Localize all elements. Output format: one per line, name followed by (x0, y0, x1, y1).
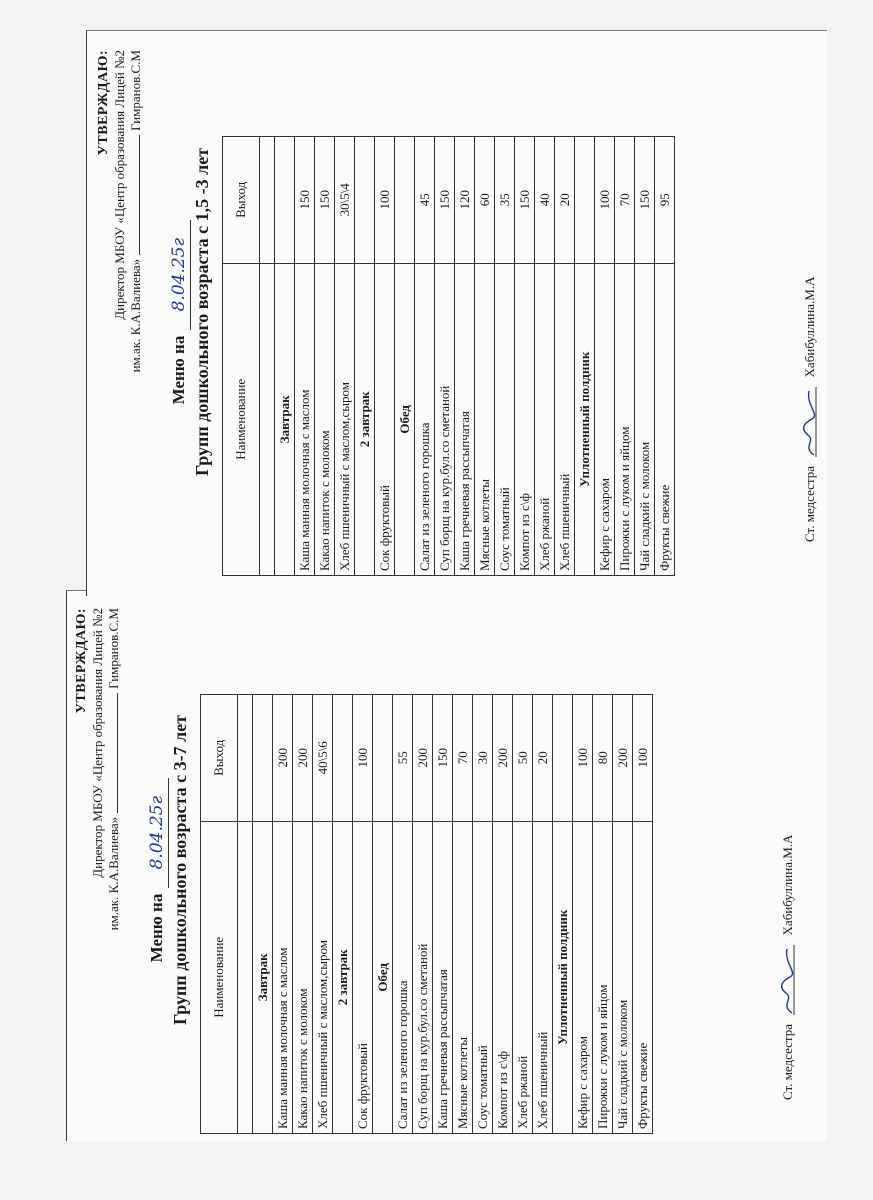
director-line-2: им.ак. К.А.Валиева»Гимранов.С.М (128, 50, 143, 373)
section-row (355, 137, 375, 576)
dish-output: 200 (413, 695, 433, 822)
table-row (573, 695, 593, 1134)
dish-output: 200 (493, 695, 513, 822)
approval-title: УТВЕРЖДАЮ: (96, 50, 111, 156)
menu-title (146, 600, 169, 1140)
dish-output: 150 (433, 695, 453, 822)
section-row (575, 137, 595, 576)
dish-name: Фрукты свежие (655, 263, 675, 575)
dish-name: Кефир с сахаром (573, 821, 593, 1133)
dish-name: Хлеб пшеничный с маслом,сыром (313, 821, 333, 1133)
approval-block (74, 608, 122, 1038)
section-row (373, 695, 393, 1134)
dish-output: 150 (515, 137, 535, 264)
dish-output: 200 (293, 695, 313, 822)
director-line-1: Директор МБОУ «Центр образования Лицей №2 (90, 608, 105, 878)
dish-output: 150 (295, 137, 315, 264)
approval-title: УТВЕРЖДАЮ: (74, 608, 89, 714)
table-row (535, 137, 555, 576)
dish-name: Суп борщ на кур.бул.со сметаной (435, 263, 455, 575)
dish-output: 95 (655, 137, 675, 264)
section-title: Завтрак (275, 263, 295, 575)
dish-name: Каша гречневая рассыпчатая (455, 263, 475, 575)
dish-name: Пирожки с луком и яйцом (593, 821, 613, 1133)
dish-name: Компот из с\ф (493, 821, 513, 1133)
menu-sheet-3-7 (70, 600, 830, 1140)
table-row (555, 137, 575, 576)
dish-output: 150 (315, 137, 335, 264)
dish-output (275, 137, 295, 264)
table-spacer-row (238, 695, 253, 1134)
table-row (613, 695, 633, 1134)
table-row (335, 137, 355, 576)
director-line-2: им.ак. К.А.Валиева»Гимранов.С.М (106, 608, 121, 931)
dish-output: 40\5\6 (313, 695, 333, 822)
dish-output: 100 (573, 695, 593, 822)
section-row (333, 695, 353, 1134)
dish-name: Салат из зеленого горошка (393, 821, 413, 1133)
table-header-row (201, 695, 238, 1134)
section-row (253, 695, 273, 1134)
col-output-header: Выход (223, 137, 260, 264)
dish-output (333, 695, 353, 822)
table-row (315, 137, 335, 576)
col-name-header: Наименование (223, 263, 260, 575)
table-row (273, 695, 293, 1134)
section-row (553, 695, 573, 1134)
section-title: Завтрак (253, 821, 273, 1133)
dish-name: Хлеб пшеничный с маслом,сыром (335, 263, 355, 575)
table-row (633, 695, 653, 1134)
table-row (593, 695, 613, 1134)
menu-subtitle: Групп дошкольного возраста с 1,5 -3 лет (192, 147, 212, 477)
section-title: Уплотненный полдник (553, 821, 573, 1133)
dish-output (395, 137, 415, 264)
menu-label: Меню на (169, 335, 188, 405)
dish-output: 200 (273, 695, 293, 822)
dish-output: 200 (613, 695, 633, 822)
dish-output: 150 (435, 137, 455, 264)
dish-name: Хлеб пшеничный (533, 821, 553, 1133)
approval-block (96, 50, 144, 480)
dish-name: Салат из зеленого горошка (415, 263, 435, 575)
section-row (275, 137, 295, 576)
dish-output: 150 (635, 137, 655, 264)
nurse-label: Ст. медсестра (802, 465, 817, 542)
section-title: 2 завтрак (333, 821, 353, 1133)
table-row (415, 137, 435, 576)
dish-output: 20 (555, 137, 575, 264)
section-title: Обед (373, 821, 393, 1133)
dish-name: Хлеб ржаной (535, 263, 555, 575)
table-header-row (223, 137, 260, 576)
dish-name: Сок фруктовый (375, 263, 395, 575)
handwritten-signature-icon (778, 945, 796, 1015)
menu-title (168, 42, 191, 582)
dish-output: 30\5\4 (335, 137, 355, 264)
dish-output: 45 (415, 137, 435, 264)
dish-output: 20 (533, 695, 553, 822)
table-row (433, 695, 453, 1134)
section-row (395, 137, 415, 576)
table-row (293, 695, 313, 1134)
dish-output: 30 (473, 695, 493, 822)
table-row (393, 695, 413, 1134)
director-line-1: Директор МБОУ «Центр образования Лицей №2 (112, 50, 127, 320)
dish-name: Пирожки с луком и яйцом (615, 263, 635, 575)
dish-output: 40 (535, 137, 555, 264)
table-row (353, 695, 373, 1134)
table-row (313, 695, 333, 1134)
nurse-name: Хабибуллина.М.А (802, 276, 817, 378)
handwritten-signature-icon (800, 387, 818, 457)
dish-name: Каша манная молочная с маслом (273, 821, 293, 1133)
dish-output: 100 (595, 137, 615, 264)
table-row (515, 137, 535, 576)
table-row (533, 695, 553, 1134)
director-name: Гимранов.С.М (106, 608, 121, 689)
table-row (413, 695, 433, 1134)
dish-output (575, 137, 595, 264)
dish-output: 120 (455, 137, 475, 264)
nurse-label: Ст. медсестра (780, 1023, 795, 1100)
table-row (655, 137, 675, 576)
nurse-name: Хабибуллина.М.А (780, 834, 795, 936)
menu-subtitle: Групп дошкольного возраста с 3-7 лет (170, 714, 190, 1026)
dish-output (253, 695, 273, 822)
table-row (475, 137, 495, 576)
col-output-header: Выход (201, 695, 238, 822)
dish-name: Хлеб пшеничный (555, 263, 575, 575)
dish-output: 70 (453, 695, 473, 822)
section-title: 2 завтрак (355, 263, 375, 575)
handwritten-date: 8.04.25г (146, 778, 169, 888)
dish-name: Хлеб ржаной (513, 821, 533, 1133)
table-row (455, 137, 475, 576)
section-title: Обед (395, 263, 415, 575)
nurse-signature (778, 660, 796, 1100)
dish-output (553, 695, 573, 822)
section-title: Уплотненный полдник (575, 263, 595, 575)
dish-output: 100 (353, 695, 373, 822)
col-name-header: Наименование (201, 821, 238, 1133)
table-spacer-row (260, 137, 275, 576)
table-row (473, 695, 493, 1134)
dish-name: Фрукты свежие (633, 821, 653, 1133)
dish-name: Соус томатный (495, 263, 515, 575)
dish-output: 100 (375, 137, 395, 264)
dish-name: Мясные котлеты (453, 821, 473, 1133)
dish-name: Мясные котлеты (475, 263, 495, 575)
dish-output: 35 (495, 137, 515, 264)
dish-name: Каша манная молочная с маслом (295, 263, 315, 575)
dish-output: 55 (393, 695, 413, 822)
director-name: Гимранов.С.М (128, 50, 143, 131)
table-row (295, 137, 315, 576)
dish-output: 60 (475, 137, 495, 264)
menu-sheet-1-5-3 (92, 42, 852, 582)
table-row (635, 137, 655, 576)
menu-table (222, 136, 675, 576)
table-row (595, 137, 615, 576)
dish-name: Каша гречневая рассыпчатая (433, 821, 453, 1133)
menu-label: Меню на (147, 893, 166, 963)
dish-name: Какао напиток с молоком (315, 263, 335, 575)
dish-output: 70 (615, 137, 635, 264)
table-row (435, 137, 455, 576)
table-row (495, 137, 515, 576)
dish-output: 50 (513, 695, 533, 822)
dish-name: Компот из с\ф (515, 263, 535, 575)
handwritten-date: 8.04.25г (168, 220, 191, 330)
dish-name: Кефир с сахаром (595, 263, 615, 575)
menu-table (200, 694, 653, 1134)
dish-output: 80 (593, 695, 613, 822)
dish-output (355, 137, 375, 264)
dish-name: Сок фруктовый (353, 821, 373, 1133)
dish-name: Чай сладкий с молоком (635, 263, 655, 575)
table-row (375, 137, 395, 576)
dish-name: Чай сладкий с молоком (613, 821, 633, 1133)
dish-name: Соус томатный (473, 821, 493, 1133)
dish-output (373, 695, 393, 822)
table-row (453, 695, 473, 1134)
dish-output: 100 (633, 695, 653, 822)
dish-name: Какао напиток с молоком (293, 821, 313, 1133)
table-row (513, 695, 533, 1134)
dish-name: Суп борщ на кур.бул.со сметаной (413, 821, 433, 1133)
table-row (615, 137, 635, 576)
table-row (493, 695, 513, 1134)
nurse-signature (800, 102, 818, 542)
